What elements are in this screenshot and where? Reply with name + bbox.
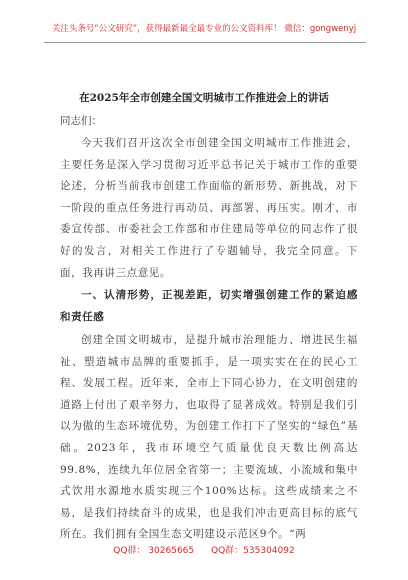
paragraph-section-1: 创建全国文明城市，是提升城市治理能力、增进民生福祉、塑造城市品牌的重要抓手，是一项实实在在的民心工程、发展工程。近年来，全市上下同心协力，在文明创建的道路上付出了艰辛努力，也取得了显著成效。特别是我们引以为傲的生态环境优势，为创建工作打下了坚实的“绿色”基础。2023年，我市环境空气质量优良天数比例高达99.8%，连续九年位居全省第一；主要流域、小流域和集中式饮用水源地水质实现三个100%达标。这些成绩来之不易，是我们持续奋斗的成果，也是我们冲击更高目标的底气所在。我们拥有全国生态文明建设示范区9个。“两 — [60, 334, 358, 541]
salutation: 同志们： — [60, 115, 102, 127]
section-heading-1: 一、认清形势，正视差距，切实增强创建工作的紧迫感和责任感 — [60, 289, 358, 323]
document-title: 在2025年全市创建全国文明城市工作推进会上的讲话 — [79, 92, 329, 104]
header-banner: 关注头条号“公文研究”，获得最新最全最专业的公文资料库！ 微信：gongwenyj — [51, 24, 357, 34]
footer-contact — [0, 543, 408, 556]
footer-qq-1: QQ群： 30265665 — [113, 546, 195, 556]
header-divider — [44, 42, 366, 43]
footer-qq-2: QQ群：535304092 — [211, 546, 295, 556]
paragraph-intro: 今天我们召开这次全市创建全国文明城市工作推进会，主要任务是深入学习贯彻习近平总书记关于城市工作的重要论述，分析当前我市创建工作面临的新形势、新挑战，对下一阶段的重点任务进行再动员、再部署、再压实。刚才，市委宣传部、市委社会工作部和市住建局等单位的同志作了很好的发言，对相关工作进行了专题辅导，我完全同意。下面，我再讲三点意见。 — [60, 137, 358, 279]
